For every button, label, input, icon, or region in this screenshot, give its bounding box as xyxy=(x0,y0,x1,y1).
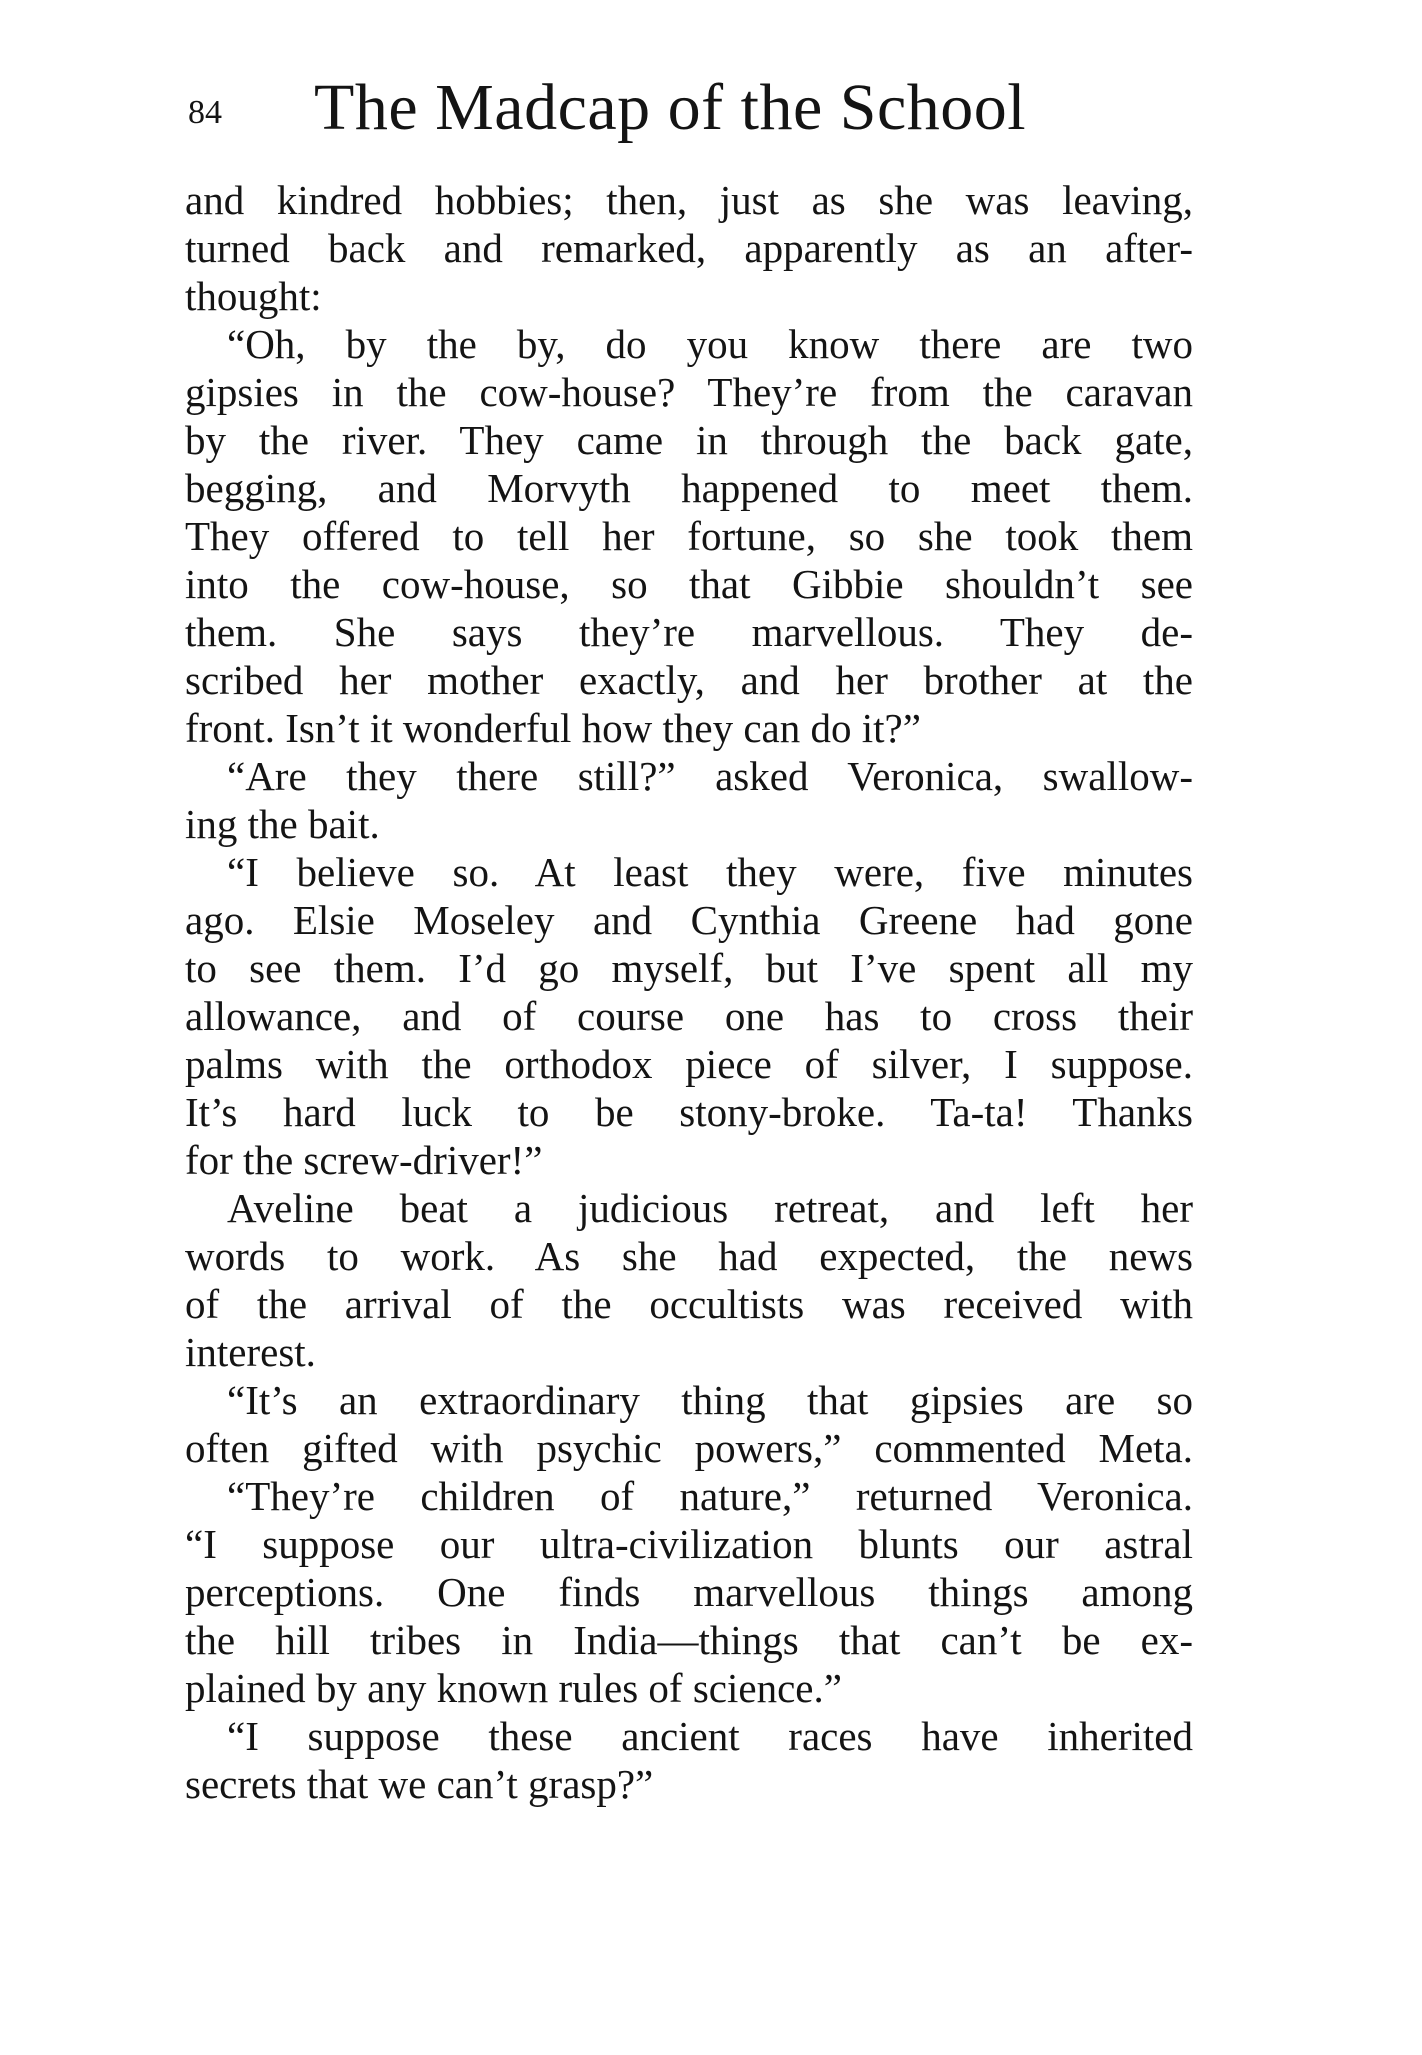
text-line: “I suppose these ancient races have inherited xyxy=(227,1713,1193,1759)
text-line: allowance, and of course one has to cross their xyxy=(185,993,1193,1039)
page-number: 84 xyxy=(188,94,222,131)
running-title: The Madcap of the School xyxy=(314,71,1027,144)
text-line: ago. Elsie Moseley and Cynthia Greene had gone xyxy=(185,897,1193,943)
text-line: ing the bait. xyxy=(185,801,380,847)
text-line: “It’s an extraordinary thing that gipsies are so xyxy=(227,1377,1193,1423)
text-line: They offered to tell her fortune, so she took them xyxy=(185,513,1193,559)
text-line: “Are they there still?” asked Veronica, swallow- xyxy=(227,753,1193,799)
text-line: into the cow-house, so that Gibbie shouldn’t see xyxy=(185,561,1193,607)
text-line: the hill tribes in India—things that can’t be ex- xyxy=(185,1617,1193,1663)
text-line: and kindred hobbies; then, just as she was leaving, xyxy=(185,177,1193,223)
text-line: begging, and Morvyth happened to meet them. xyxy=(185,465,1193,511)
body-text xyxy=(185,176,1193,1808)
text-line: secrets that we can’t grasp?” xyxy=(185,1761,654,1807)
text-line: “I believe so. At least they were, five minutes xyxy=(227,849,1193,895)
text-line: often gifted with psychic powers,” commented Meta. xyxy=(185,1425,1193,1471)
text-line: scribed her mother exactly, and her brother at the xyxy=(185,657,1193,703)
text-line: palms with the orthodox piece of silver, I suppose. xyxy=(185,1041,1193,1087)
text-line: front. Isn’t it wonderful how they can do it?” xyxy=(185,705,921,751)
text-line: perceptions. One finds marvellous things among xyxy=(185,1569,1193,1615)
text-line: words to work. As she had expected, the news xyxy=(185,1233,1193,1279)
text-line: “Oh, by the by, do you know there are two xyxy=(227,321,1193,367)
text-line: gipsies in the cow-house? They’re from the caravan xyxy=(185,369,1193,415)
text-line: thought: xyxy=(185,273,322,319)
text-line: to see them. I’d go myself, but I’ve spent all my xyxy=(185,945,1193,991)
text-line: Aveline beat a judicious retreat, and left her xyxy=(227,1185,1193,1231)
text-line: “They’re children of nature,” returned Veronica. xyxy=(227,1473,1193,1519)
text-line: of the arrival of the occultists was received with xyxy=(185,1281,1193,1327)
text-line: them. She says they’re marvellous. They de- xyxy=(185,609,1193,655)
text-line: “I suppose our ultra-civilization blunts our astral xyxy=(185,1521,1193,1567)
text-line: interest. xyxy=(185,1329,316,1375)
text-line: by the river. They came in through the back gate, xyxy=(185,417,1193,463)
text-line: It’s hard luck to be stony-broke. Ta-ta! Thanks xyxy=(185,1089,1193,1135)
text-line: plained by any known rules of science.” xyxy=(185,1665,842,1711)
text-line: for the screw-driver!” xyxy=(185,1137,543,1183)
running-head xyxy=(188,68,1188,148)
text-line: turned back and remarked, apparently as an after- xyxy=(185,225,1193,271)
